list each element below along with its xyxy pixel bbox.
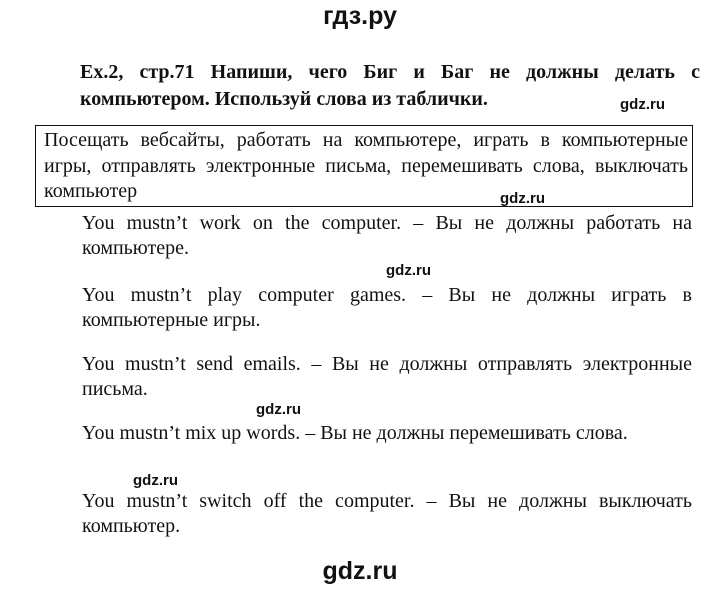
answer-item: You mustn’t send emails. – Вы не должны отправлять электронные письма. bbox=[82, 353, 692, 400]
watermark: gdz.ru bbox=[500, 190, 545, 207]
answer-item: You mustn’t play computer games. – Вы не должны играть в компьютерные игры. bbox=[82, 284, 692, 331]
task-heading: Ex.2, стр.71 Напиши, чего Биг и Баг не должны делать с компьютером. Используй слова из таблички. bbox=[80, 61, 700, 110]
watermark: gdz.ru bbox=[256, 401, 301, 418]
watermark: gdz.ru bbox=[133, 472, 178, 489]
watermark: gdz.ru bbox=[386, 262, 431, 279]
answer-item: You mustn’t switch off the computer. – Вы не должны выключать компьютер. bbox=[82, 490, 692, 537]
answer-item: You mustn’t work on the computer. – Вы не должны работать на компьютере. bbox=[82, 212, 692, 259]
watermark-top: гдз.ру bbox=[323, 2, 397, 30]
word-box-text: Посещать вебсайты, работать на компьютере, играть в компьютерные игры, отправлять электронные письма, перемешивать слова, выключать компьютер bbox=[44, 129, 688, 202]
answer-item: You mustn’t mix up words. – Вы не должны перемешивать слова. bbox=[82, 422, 628, 444]
watermark: gdz.ru bbox=[620, 96, 665, 113]
watermark-bottom: gdz.ru bbox=[322, 557, 398, 585]
